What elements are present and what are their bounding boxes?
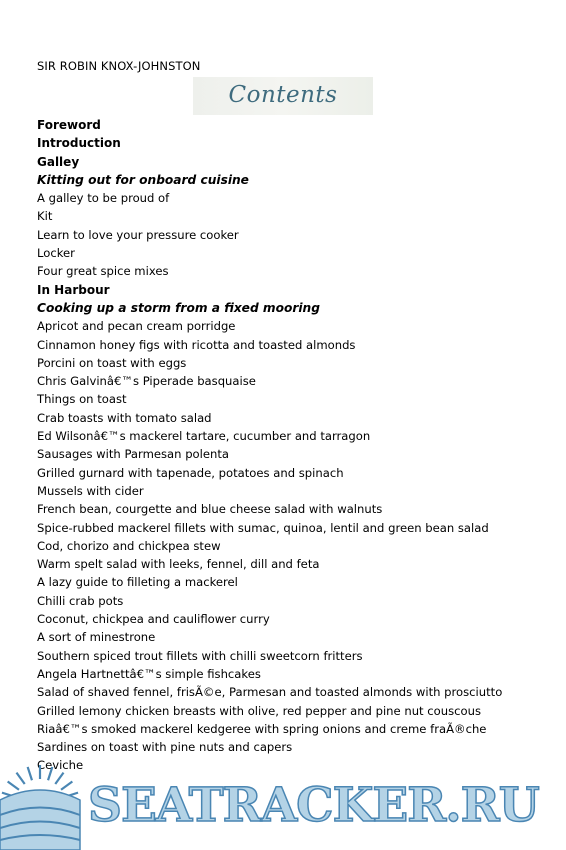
sun-ray xyxy=(16,773,24,784)
toc-section-heading[interactable]: Introduction xyxy=(37,136,121,151)
contents-title: Contents xyxy=(228,82,338,108)
toc-entry[interactable]: Cinnamon honey figs with ricotta and toasted almonds xyxy=(37,337,356,352)
sun-ray xyxy=(48,767,52,780)
toc-entry[interactable]: Porcini on toast with eggs xyxy=(37,355,187,370)
toc-entry[interactable]: A galley to be proud of xyxy=(37,191,170,206)
toc-entry[interactable]: Ceviche xyxy=(37,758,84,773)
toc-entry[interactable]: Southern spiced trout fillets with chilli sweetcorn fritters xyxy=(37,648,363,663)
toc-entry[interactable]: Salad of shaved fennel, frisÃ©e, Parmesan and toasted almonds with prosciutto xyxy=(37,685,503,700)
toc-section-heading[interactable]: In Harbour xyxy=(37,282,110,297)
toc-entry[interactable]: Apricot and pecan cream porridge xyxy=(37,319,236,334)
sun-ray xyxy=(55,773,63,784)
toc-section-heading[interactable]: Cooking up a storm from a fixed mooring xyxy=(37,300,320,315)
contents-banner xyxy=(193,77,373,115)
toc-entry[interactable]: Angela Hartnettâ€™s simple fishcakes xyxy=(37,666,261,681)
toc-entry[interactable]: Mussels with cider xyxy=(37,483,144,498)
toc-entry[interactable]: Things on toast xyxy=(37,392,127,407)
toc-entry[interactable]: Chilli crab pots xyxy=(37,593,124,608)
author-name: SIR ROBIN KNOX-JOHNSTON xyxy=(37,59,201,73)
toc-entry[interactable]: Sardines on toast with pine nuts and capers xyxy=(37,740,293,755)
toc-entry[interactable]: A sort of minestrone xyxy=(37,630,156,645)
toc-entry[interactable]: Locker xyxy=(37,246,75,261)
table-of-contents xyxy=(37,116,557,775)
toc-entry[interactable]: Sausages with Parmesan polenta xyxy=(37,447,230,462)
toc-entry[interactable]: Four great spice mixes xyxy=(37,264,169,279)
toc-entry[interactable]: Coconut, chickpea and cauliflower curry xyxy=(37,612,270,627)
sun-ray xyxy=(8,781,19,789)
toc-entry[interactable]: Warm spelt salad with leeks, fennel, dill and feta xyxy=(37,557,320,572)
toc-entry[interactable]: Riaâ€™s smoked mackerel kedgeree with spring onions and creme fraÃ®che xyxy=(37,721,487,736)
toc-entry[interactable]: Kit xyxy=(37,209,53,224)
toc-section-heading[interactable]: Kitting out for onboard cuisine xyxy=(37,172,249,187)
watermark-text: SEATRACKER.RU xyxy=(88,778,539,833)
toc-entry[interactable]: Ed Wilsonâ€™s mackerel tartare, cucumber and tarragon xyxy=(37,429,371,444)
sun-ray xyxy=(61,781,72,789)
toc-entry[interactable]: A lazy guide to filleting a mackerel xyxy=(37,575,238,590)
sun-ray xyxy=(28,767,32,780)
toc-entry[interactable]: Learn to love your pressure cooker xyxy=(37,227,239,242)
toc-entry[interactable]: Grilled lemony chicken breasts with olive, red pepper and pine nut couscous xyxy=(37,703,481,718)
toc-entry[interactable]: Crab toasts with tomato salad xyxy=(37,410,212,425)
toc-entry[interactable]: Chris Galvinâ€™s Piperade basquaise xyxy=(37,374,256,389)
toc-entry[interactable]: Spice-rubbed mackerel fillets with sumac, quinoa, lentil and green bean salad xyxy=(37,520,489,535)
toc-entry[interactable]: Grilled gurnard with tapenade, potatoes and spinach xyxy=(37,465,344,480)
toc-section-heading[interactable]: Foreword xyxy=(37,118,101,132)
toc-entry[interactable]: Cod, chorizo and chickpea stew xyxy=(37,538,221,553)
toc-entry[interactable]: French bean, courgette and blue cheese salad with walnuts xyxy=(37,502,383,517)
toc-section-heading[interactable]: Galley xyxy=(37,154,80,169)
